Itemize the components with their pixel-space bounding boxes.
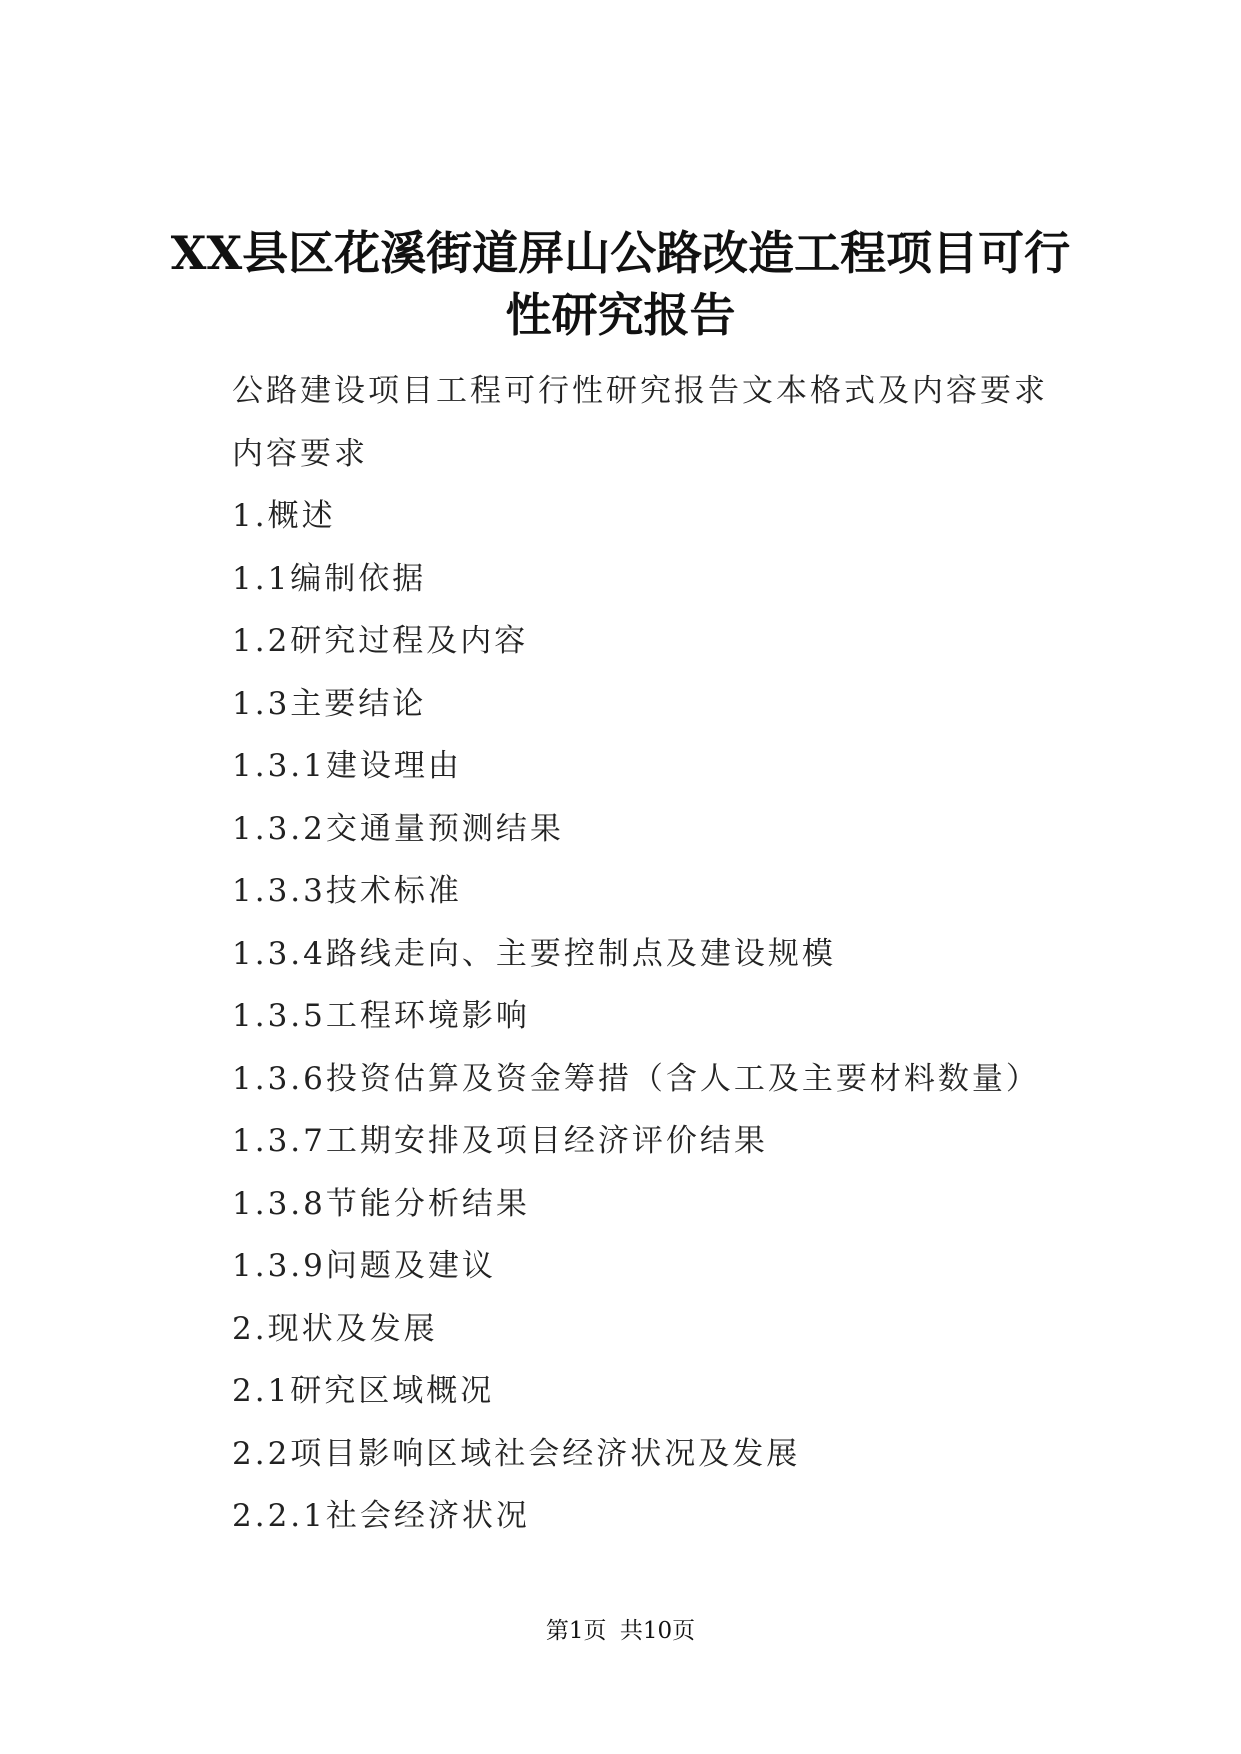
section-heading-1-2: 1.2研究过程及内容 — [232, 623, 529, 659]
section-heading-1-3-4: 1.3.4路线走向、主要控制点及建设规模 — [232, 935, 836, 972]
section-heading-2-2: 2.2项目影响区域社会经济状况及发展 — [232, 1435, 801, 1472]
section-heading-1: 1.概述 — [232, 498, 336, 534]
section-heading-1-3-7: 1.3.7工期安排及项目经济评价结果 — [232, 1123, 768, 1159]
section-heading-1-3-8: 1.3.8节能分析结果 — [232, 1185, 530, 1222]
body-line-subtitle: 公路建设项目工程可行性研究报告文本格式及内容要求 — [232, 373, 1048, 409]
document-title-line-2: 性研究报告 — [505, 288, 736, 342]
section-heading-1-3-2: 1.3.2交通量预测结果 — [232, 810, 564, 847]
document-title — [150, 222, 1091, 346]
section-heading-1-3-9: 1.3.9问题及建议 — [232, 1248, 496, 1284]
document-title-line-1: XX县区花溪街道屏山公路改造工程项目可行 — [170, 226, 1071, 280]
section-heading-1-3-6: 1.3.6投资估算及资金筹措（含人工及主要材料数量） — [232, 1060, 1040, 1097]
section-heading-2: 2.现状及发展 — [232, 1310, 438, 1347]
section-heading-1-3-1: 1.3.1建设理由 — [232, 748, 462, 784]
section-heading-2-2-1: 2.2.1社会经济状况 — [232, 1498, 530, 1534]
section-heading-1-3: 1.3主要结论 — [232, 685, 427, 722]
section-heading-2-1: 2.1研究区域概况 — [232, 1373, 495, 1409]
section-heading-1-1: 1.1编制依据 — [232, 560, 427, 597]
section-heading-1-3-5: 1.3.5工程环境影响 — [232, 998, 530, 1034]
body-line-content-requirements: 内容要求 — [232, 435, 368, 472]
page-number-footer: 第1页 共10页 — [545, 1618, 696, 1644]
document-body — [232, 360, 1092, 1548]
section-heading-1-3-3: 1.3.3技术标准 — [232, 873, 462, 909]
